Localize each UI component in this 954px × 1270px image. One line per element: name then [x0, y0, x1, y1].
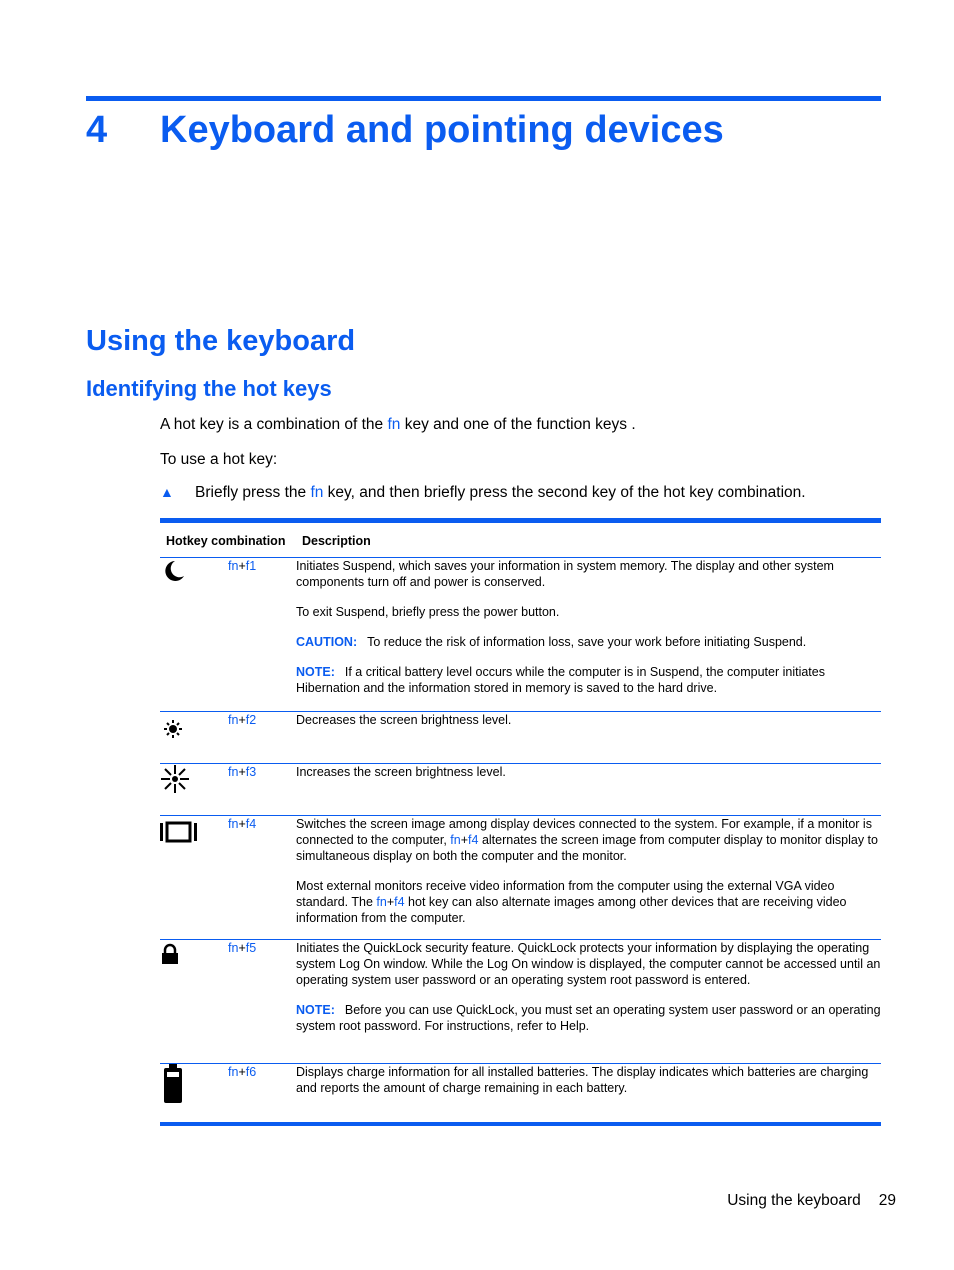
hotkey-table	[160, 518, 881, 1126]
table-row	[160, 764, 881, 816]
table-row	[160, 712, 881, 764]
to-use-paragraph: To use a hot key:	[160, 451, 278, 468]
note: NOTE: If a critical battery level occurs while the computer is in Suspend, the computer initiates Hibernation and the information stored in memory is saved to the hard drive.	[296, 665, 825, 695]
lock-icon	[160, 943, 180, 965]
footer-section: Using the keyboard	[727, 1192, 861, 1209]
section-title: Using the keyboard	[86, 325, 356, 357]
table-row	[160, 558, 881, 712]
table-row	[160, 816, 881, 940]
row-description: Displays charge information for all installed batteries. The display indicates which batteries are charging and reports the amount of charge remaining in each battery.	[296, 1065, 869, 1095]
note: NOTE: Before you can use QuickLock, you must set an operating system user password or an operating system root password. For instructions, refer to Help.	[296, 1003, 881, 1033]
header-hotkey-combination: Hotkey combination	[166, 534, 286, 548]
moon-icon	[160, 558, 186, 584]
row-description: Initiates Suspend, which saves your information in system memory. The display and other system components turn off and power is conserved. To exit Suspend, briefly press the power button. CAUTION: To reduce the risk of information loss, save your work before initiating Suspend. NOTE: If a critical battery level occurs while the computer is in Suspend, the computer initiates Hibernation and the information stored in memory is saved to the hard drive.	[296, 558, 881, 712]
brightness-up-icon	[160, 764, 190, 794]
brightness-down-icon	[160, 716, 186, 742]
header-description: Description	[302, 534, 371, 548]
row-description: Switches the screen image among display devices connected to the system. For example, if a monitor is connected to the computer, fn+f4 alternates the screen image from computer display to monitor display to simultaneous display on both the computer and the monitor. Most external monitors receive video information from the computer using the external VGA video standard. The fn+f4 hot key can also alternate images among other devices that are receiving video information from the computer.	[296, 817, 878, 925]
fn-key-ref: fn	[387, 416, 401, 433]
hotkey-label: fn+f4	[228, 817, 257, 831]
chapter-title: Keyboard and pointing devices	[160, 109, 724, 151]
step-marker-icon: ▲	[160, 484, 174, 500]
hotkey-label: fn+f2	[228, 713, 257, 727]
row-description: Increases the screen brightness level.	[296, 765, 506, 779]
fn-key-ref: fn	[310, 484, 324, 501]
row-description: Decreases the screen brightness level.	[296, 713, 512, 727]
page-number: 29	[878, 1192, 896, 1209]
hotkey-label: fn+f6	[228, 1065, 257, 1079]
table-row	[160, 1064, 881, 1124]
hotkey-label: fn+f1	[228, 559, 257, 573]
table-header-row	[160, 521, 881, 558]
step-item: ▲ Briefly press the fn key, and then briefly press the second key of the hot key combination.	[160, 484, 806, 501]
intro-paragraph: A hot key is a combination of the fn key and one of the function keys .	[160, 416, 636, 433]
chapter-heading	[86, 106, 724, 154]
display-switch-icon	[160, 820, 198, 844]
hotkey-label: fn+f5	[228, 941, 257, 955]
hotkey-label: fn+f3	[228, 765, 257, 779]
row-description: Initiates the QuickLock security feature. QuickLock protects your information by displaying the operating system Log On window. While the Log On window is displayed, the computer cannot be accessed until an operating system user password or an operating system root password is entered. NOTE: Before you can use QuickLock, you must set an operating system user password or an operating system root password. For instructions, refer to Help.	[296, 941, 881, 1033]
caution-note: CAUTION: To reduce the risk of information loss, save your work before initiating Suspend.	[296, 635, 807, 649]
chapter-top-rule	[86, 96, 881, 101]
table-row	[160, 940, 881, 1064]
subsection-title: Identifying the hot keys	[86, 376, 332, 401]
page-footer	[727, 1191, 896, 1211]
battery-icon	[160, 1064, 186, 1104]
chapter-number: 4	[86, 109, 108, 151]
